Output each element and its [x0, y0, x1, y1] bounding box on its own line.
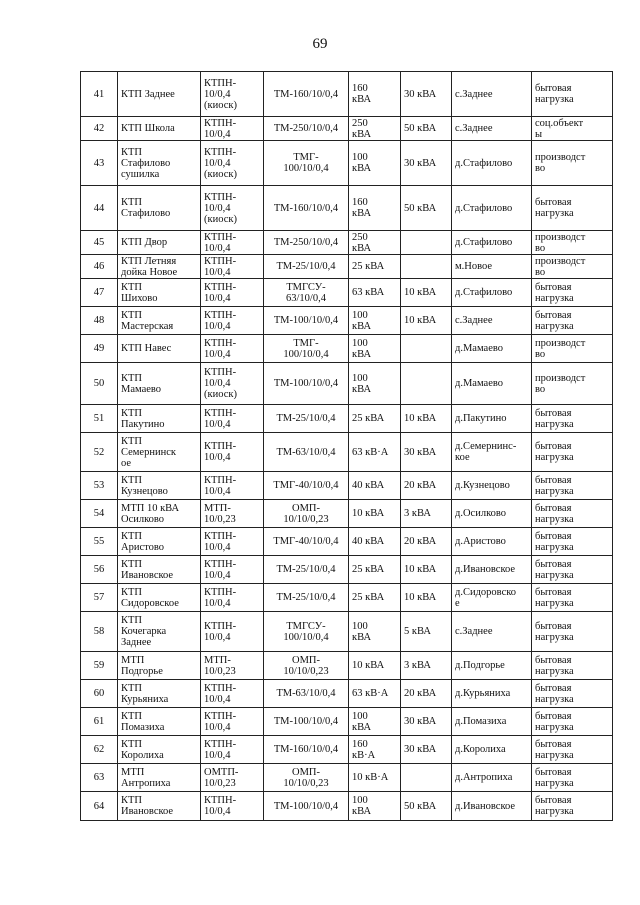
cell-rated-power: 160 кВ·А: [349, 736, 401, 764]
cell-row-number: 62: [81, 736, 118, 764]
cell-transformer-model: ТМ-250/10/0,4: [264, 231, 349, 255]
cell-purpose: производст во: [532, 141, 613, 186]
cell-rated-power: 63 кВ·А: [349, 433, 401, 472]
cell-load-value: 50 кВА: [401, 117, 452, 141]
cell-substation-type: КТПН- 10/0,4: [201, 405, 264, 433]
cell-purpose: производст во: [532, 363, 613, 405]
cell-purpose: бытовая нагрузка: [532, 186, 613, 231]
cell-substation-type: КТПН- 10/0,4 (киоск): [201, 141, 264, 186]
cell-object-name: КТП Заднее: [118, 72, 201, 117]
cell-transformer-model: ТМ-25/10/0,4: [264, 584, 349, 612]
table-row: [81, 528, 613, 556]
cell-location: д.Пакутино: [452, 405, 532, 433]
cell-location: д.Кузнецово: [452, 472, 532, 500]
table-row: [81, 279, 613, 307]
cell-substation-type: КТПН- 10/0,4: [201, 117, 264, 141]
cell-purpose: бытовая нагрузка: [532, 307, 613, 335]
cell-load-value: 50 кВА: [401, 792, 452, 821]
cell-rated-power: 100 кВА: [349, 708, 401, 736]
cell-purpose: бытовая нагрузка: [532, 680, 613, 708]
table-row: [81, 556, 613, 584]
cell-purpose: производст во: [532, 255, 613, 279]
cell-row-number: 45: [81, 231, 118, 255]
cell-object-name: КТП Помазиха: [118, 708, 201, 736]
cell-substation-type: КТПН- 10/0,4: [201, 556, 264, 584]
cell-row-number: 55: [81, 528, 118, 556]
cell-rated-power: 100 кВА: [349, 141, 401, 186]
substations-table: [80, 71, 613, 821]
cell-purpose: бытовая нагрузка: [532, 279, 613, 307]
cell-load-value: [401, 335, 452, 363]
cell-load-value: 50 кВА: [401, 186, 452, 231]
cell-location: д.Стафилово: [452, 141, 532, 186]
cell-location: д.Курьяниха: [452, 680, 532, 708]
cell-transformer-model: ТМ-160/10/0,4: [264, 186, 349, 231]
table-row: [81, 231, 613, 255]
cell-object-name: КТП Навес: [118, 335, 201, 363]
cell-purpose: бытовая нагрузка: [532, 72, 613, 117]
table-row: [81, 141, 613, 186]
cell-load-value: [401, 231, 452, 255]
cell-substation-type: КТПН- 10/0,4 (киоск): [201, 363, 264, 405]
cell-row-number: 43: [81, 141, 118, 186]
cell-transformer-model: ТМГ-40/10/0,4: [264, 528, 349, 556]
cell-purpose: бытовая нагрузка: [532, 472, 613, 500]
cell-location: д.Антропиха: [452, 764, 532, 792]
cell-object-name: КТП Школа: [118, 117, 201, 141]
cell-location: д.Ивановское: [452, 792, 532, 821]
table-row: [81, 363, 613, 405]
cell-row-number: 48: [81, 307, 118, 335]
cell-purpose: производст во: [532, 231, 613, 255]
cell-row-number: 63: [81, 764, 118, 792]
cell-location: д.Сидоровско е: [452, 584, 532, 612]
cell-location: д.Мамаево: [452, 363, 532, 405]
cell-substation-type: КТПН- 10/0,4: [201, 255, 264, 279]
table-row: [81, 736, 613, 764]
table-row: [81, 792, 613, 821]
cell-load-value: 20 кВА: [401, 528, 452, 556]
cell-location: д.Стафилово: [452, 279, 532, 307]
table-row: [81, 764, 613, 792]
cell-transformer-model: ОМП- 10/10/0,23: [264, 652, 349, 680]
cell-location: с.Заднее: [452, 72, 532, 117]
cell-transformer-model: ТМ-25/10/0,4: [264, 255, 349, 279]
cell-transformer-model: ТМ-100/10/0,4: [264, 708, 349, 736]
cell-rated-power: 160 кВА: [349, 186, 401, 231]
table-body: [81, 72, 613, 821]
cell-transformer-model: ТМГ-40/10/0,4: [264, 472, 349, 500]
cell-location: д.Аристово: [452, 528, 532, 556]
cell-rated-power: 25 кВА: [349, 556, 401, 584]
cell-load-value: 30 кВА: [401, 141, 452, 186]
cell-transformer-model: ТМ-63/10/0,4: [264, 433, 349, 472]
cell-substation-type: КТПН- 10/0,4: [201, 279, 264, 307]
cell-load-value: [401, 363, 452, 405]
cell-purpose: соц.объект ы: [532, 117, 613, 141]
table-row: [81, 405, 613, 433]
cell-location: д.Семернинс- кое: [452, 433, 532, 472]
cell-load-value: 20 кВА: [401, 472, 452, 500]
cell-substation-type: КТПН- 10/0,4: [201, 584, 264, 612]
table-row: [81, 680, 613, 708]
cell-rated-power: 40 кВА: [349, 472, 401, 500]
cell-row-number: 61: [81, 708, 118, 736]
cell-substation-type: КТПН- 10/0,4 (киоск): [201, 186, 264, 231]
cell-load-value: [401, 764, 452, 792]
cell-object-name: КТП Кузнецово: [118, 472, 201, 500]
cell-substation-type: МТП- 10/0,23: [201, 500, 264, 528]
cell-substation-type: ОМТП- 10/0,23: [201, 764, 264, 792]
cell-purpose: бытовая нагрузка: [532, 736, 613, 764]
cell-row-number: 44: [81, 186, 118, 231]
cell-substation-type: КТПН- 10/0,4: [201, 433, 264, 472]
cell-rated-power: 100 кВА: [349, 335, 401, 363]
cell-transformer-model: ТМ-100/10/0,4: [264, 792, 349, 821]
cell-location: д.Осилково: [452, 500, 532, 528]
cell-purpose: бытовая нагрузка: [532, 764, 613, 792]
cell-object-name: КТП Семернинск ое: [118, 433, 201, 472]
cell-object-name: КТП Стафилово: [118, 186, 201, 231]
cell-purpose: бытовая нагрузка: [532, 612, 613, 652]
table-row: [81, 708, 613, 736]
cell-substation-type: КТПН- 10/0,4: [201, 680, 264, 708]
cell-object-name: КТП Шихово: [118, 279, 201, 307]
cell-row-number: 52: [81, 433, 118, 472]
cell-transformer-model: ТМ-25/10/0,4: [264, 556, 349, 584]
cell-load-value: 30 кВА: [401, 433, 452, 472]
cell-transformer-model: ТМ-100/10/0,4: [264, 363, 349, 405]
cell-substation-type: МТП- 10/0,23: [201, 652, 264, 680]
cell-substation-type: КТПН- 10/0,4: [201, 528, 264, 556]
cell-object-name: КТП Ивановское: [118, 792, 201, 821]
table-row: [81, 612, 613, 652]
cell-object-name: КТП Мамаево: [118, 363, 201, 405]
cell-object-name: КТП Королиха: [118, 736, 201, 764]
cell-purpose: бытовая нагрузка: [532, 433, 613, 472]
cell-transformer-model: ТМГСУ- 100/10/0,4: [264, 612, 349, 652]
cell-load-value: 30 кВА: [401, 72, 452, 117]
cell-row-number: 54: [81, 500, 118, 528]
cell-rated-power: 25 кВА: [349, 255, 401, 279]
cell-substation-type: КТПН- 10/0,4: [201, 736, 264, 764]
cell-location: с.Заднее: [452, 612, 532, 652]
table-row: [81, 433, 613, 472]
cell-object-name: КТП Двор: [118, 231, 201, 255]
table-row: [81, 186, 613, 231]
cell-location: д.Стафилово: [452, 231, 532, 255]
cell-row-number: 56: [81, 556, 118, 584]
cell-location: д.Стафилово: [452, 186, 532, 231]
cell-row-number: 47: [81, 279, 118, 307]
cell-load-value: 10 кВА: [401, 556, 452, 584]
table-row: [81, 472, 613, 500]
cell-location: с.Заднее: [452, 307, 532, 335]
table-row: [81, 584, 613, 612]
table-row: [81, 307, 613, 335]
cell-purpose: бытовая нагрузка: [532, 405, 613, 433]
cell-row-number: 59: [81, 652, 118, 680]
cell-object-name: КТП Сидоровское: [118, 584, 201, 612]
cell-location: д.Подгорье: [452, 652, 532, 680]
cell-rated-power: 25 кВА: [349, 584, 401, 612]
cell-rated-power: 100 кВА: [349, 612, 401, 652]
cell-substation-type: КТПН- 10/0,4: [201, 335, 264, 363]
cell-transformer-model: ТМ-160/10/0,4: [264, 736, 349, 764]
cell-object-name: КТП Аристово: [118, 528, 201, 556]
cell-object-name: МТП Подгорье: [118, 652, 201, 680]
cell-purpose: бытовая нагрузка: [532, 584, 613, 612]
cell-transformer-model: ТМГСУ- 63/10/0,4: [264, 279, 349, 307]
cell-load-value: [401, 255, 452, 279]
cell-object-name: КТП Мастерская: [118, 307, 201, 335]
cell-substation-type: КТПН- 10/0,4: [201, 792, 264, 821]
cell-object-name: КТП Стафилово сушилка: [118, 141, 201, 186]
cell-transformer-model: ОМП- 10/10/0,23: [264, 500, 349, 528]
cell-object-name: КТП Пакутино: [118, 405, 201, 433]
cell-transformer-model: ТМ-160/10/0,4: [264, 72, 349, 117]
cell-transformer-model: ТМ-63/10/0,4: [264, 680, 349, 708]
cell-row-number: 42: [81, 117, 118, 141]
cell-transformer-model: ТМГ- 100/10/0,4: [264, 141, 349, 186]
cell-load-value: 10 кВА: [401, 405, 452, 433]
cell-transformer-model: ТМГ- 100/10/0,4: [264, 335, 349, 363]
cell-purpose: бытовая нагрузка: [532, 708, 613, 736]
cell-substation-type: КТПН- 10/0,4: [201, 307, 264, 335]
cell-purpose: бытовая нагрузка: [532, 528, 613, 556]
cell-rated-power: 100 кВА: [349, 792, 401, 821]
cell-load-value: 10 кВА: [401, 584, 452, 612]
cell-transformer-model: ТМ-100/10/0,4: [264, 307, 349, 335]
cell-row-number: 64: [81, 792, 118, 821]
cell-load-value: 10 кВА: [401, 307, 452, 335]
table-row: [81, 652, 613, 680]
cell-object-name: МТП Антропиха: [118, 764, 201, 792]
cell-load-value: 10 кВА: [401, 279, 452, 307]
table-row: [81, 255, 613, 279]
cell-rated-power: 100 кВА: [349, 307, 401, 335]
cell-purpose: бытовая нагрузка: [532, 792, 613, 821]
cell-load-value: 20 кВА: [401, 680, 452, 708]
cell-load-value: 30 кВА: [401, 708, 452, 736]
cell-rated-power: 63 кВА: [349, 279, 401, 307]
cell-rated-power: 40 кВА: [349, 528, 401, 556]
cell-location: д.Мамаево: [452, 335, 532, 363]
cell-location: д.Королиха: [452, 736, 532, 764]
cell-row-number: 49: [81, 335, 118, 363]
cell-rated-power: 63 кВ·А: [349, 680, 401, 708]
cell-purpose: бытовая нагрузка: [532, 652, 613, 680]
cell-substation-type: КТПН- 10/0,4: [201, 612, 264, 652]
cell-substation-type: КТПН- 10/0,4: [201, 708, 264, 736]
cell-rated-power: 160 кВА: [349, 72, 401, 117]
cell-substation-type: КТПН- 10/0,4 (киоск): [201, 72, 264, 117]
cell-object-name: КТП Летняя дойка Новое: [118, 255, 201, 279]
cell-load-value: 3 кВА: [401, 652, 452, 680]
cell-substation-type: КТПН- 10/0,4: [201, 472, 264, 500]
cell-row-number: 53: [81, 472, 118, 500]
cell-rated-power: 25 кВА: [349, 405, 401, 433]
cell-purpose: производст во: [532, 335, 613, 363]
cell-load-value: 30 кВА: [401, 736, 452, 764]
cell-rated-power: 250 кВА: [349, 231, 401, 255]
table-row: [81, 335, 613, 363]
cell-rated-power: 10 кВА: [349, 500, 401, 528]
cell-load-value: 5 кВА: [401, 612, 452, 652]
cell-substation-type: КТПН- 10/0,4: [201, 231, 264, 255]
cell-object-name: КТП Ивановское: [118, 556, 201, 584]
cell-row-number: 46: [81, 255, 118, 279]
cell-object-name: КТП Курьяниха: [118, 680, 201, 708]
cell-row-number: 57: [81, 584, 118, 612]
cell-purpose: бытовая нагрузка: [532, 500, 613, 528]
cell-load-value: 3 кВА: [401, 500, 452, 528]
cell-purpose: бытовая нагрузка: [532, 556, 613, 584]
cell-rated-power: 10 кВ·А: [349, 764, 401, 792]
cell-row-number: 41: [81, 72, 118, 117]
cell-transformer-model: ТМ-25/10/0,4: [264, 405, 349, 433]
table-row: [81, 500, 613, 528]
cell-row-number: 51: [81, 405, 118, 433]
cell-object-name: МТП 10 кВА Осилково: [118, 500, 201, 528]
table-row: [81, 72, 613, 117]
cell-row-number: 58: [81, 612, 118, 652]
cell-rated-power: 250 кВА: [349, 117, 401, 141]
cell-location: д.Помазиха: [452, 708, 532, 736]
table-row: [81, 117, 613, 141]
cell-location: с.Заднее: [452, 117, 532, 141]
cell-row-number: 50: [81, 363, 118, 405]
cell-rated-power: 10 кВА: [349, 652, 401, 680]
cell-transformer-model: ТМ-250/10/0,4: [264, 117, 349, 141]
cell-object-name: КТП Кочегарка Заднее: [118, 612, 201, 652]
cell-transformer-model: ОМП- 10/10/0,23: [264, 764, 349, 792]
page-number: 69: [312, 36, 328, 52]
cell-rated-power: 100 кВА: [349, 363, 401, 405]
cell-row-number: 60: [81, 680, 118, 708]
cell-location: д.Ивановское: [452, 556, 532, 584]
cell-location: м.Новое: [452, 255, 532, 279]
